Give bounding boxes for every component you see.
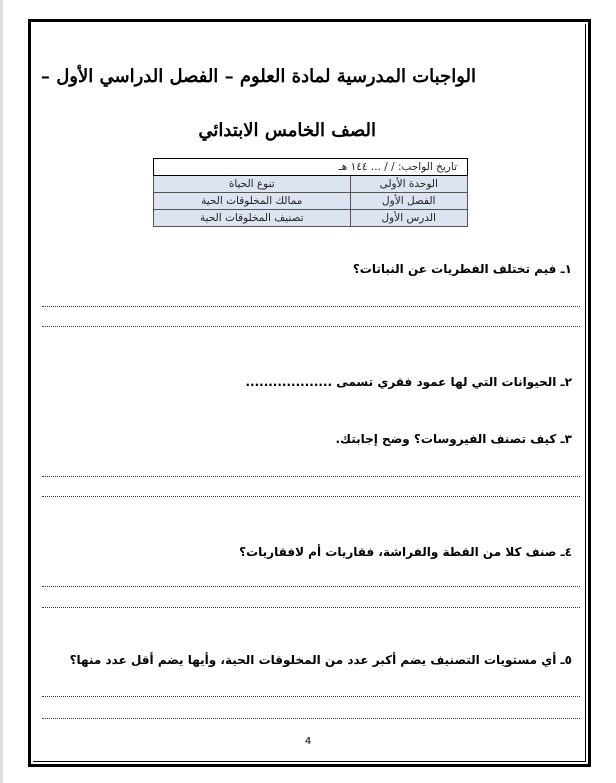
lesson-value: تصنيف المخلوقات الحية: [154, 210, 351, 227]
chapter-label: الفصل الأول: [350, 193, 467, 210]
answer-line[interactable]: [42, 586, 580, 587]
answer-line[interactable]: [42, 718, 580, 719]
answer-line[interactable]: [42, 326, 580, 327]
page-edge: [0, 0, 3, 783]
answer-line[interactable]: [42, 696, 580, 697]
chapter-value: ممالك المخلوقات الحية: [154, 193, 351, 210]
answer-line[interactable]: [42, 607, 580, 608]
question-4: ٤ـ صنف كلا من القطة والفراشة، فقاريات أم لافقاريات؟: [239, 545, 572, 559]
question-3: ٣ـ كيف تصنف الفيروسات؟ وضح إجابتك.: [335, 432, 572, 446]
answer-line[interactable]: [42, 476, 580, 477]
lesson-info-table: [153, 158, 468, 227]
question-2: ٢ـ الحيوانات التي لها عمود فقري تسمى ...................: [245, 375, 572, 389]
question-5: ٥ـ أي مستويات التصنيف يضم أكبر عدد من المخلوقات الحية، وأيها يضم أقل عدد منها؟: [69, 653, 572, 667]
table-row: [154, 176, 468, 193]
homework-date: تاريخ الواجب: / / ... ١٤٤ هـ: [154, 159, 468, 176]
unit-label: الوحدة الأولى: [350, 176, 467, 193]
table-row: [154, 193, 468, 210]
unit-value: تنوع الحياة: [154, 176, 351, 193]
answer-line[interactable]: [42, 496, 580, 497]
worksheet-title: الواجبات المدرسية لمادة العلوم – الفصل الدراسي الأول –: [40, 66, 476, 87]
lesson-label: الدرس الأول: [350, 210, 467, 227]
answer-line[interactable]: [42, 306, 580, 307]
page-number: 4: [304, 736, 312, 747]
table-row: [154, 210, 468, 227]
question-1: ١ـ فيم تختلف الفطريات عن النباتات؟: [352, 262, 572, 276]
grade-title: الصف الخامس الابتدائي: [198, 120, 376, 141]
